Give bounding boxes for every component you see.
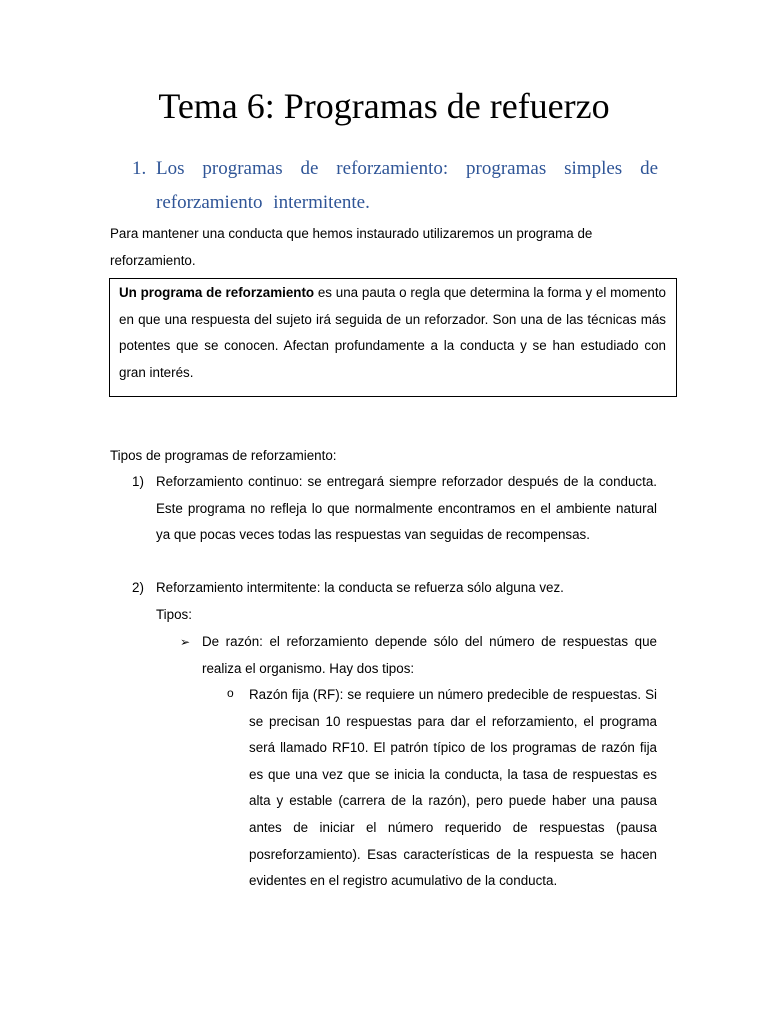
definition-term: Un programa de reforzamiento [119, 285, 315, 300]
definition-box [109, 278, 677, 397]
circle-bullet-item [226, 682, 657, 895]
circle-bullet-text: Razón fija (RF): se requiere un número predecible de respuestas. Si se precisan 10 respuestas para dar el reforzamiento, el programa será llamado RF10. El patrón típico de los programas de razón fija es que una vez que se inicia la conducta, la tasa de respuestas es alta y estable (carrera de la razón), pero puede haber una pausa antes de iniciar el número requerido de respuestas (pausa posreforzamiento). Esas características de la respuesta se hacen evidentes en el registro acumulativo de la conducta. [249, 687, 657, 889]
document-title: Tema 6: Programas de refuerzo [158, 86, 610, 126]
arrow-bullet-item [180, 629, 657, 682]
list-item-text: Reforzamiento intermitente: la conducta se refuerza sólo alguna vez. [156, 580, 564, 595]
circle-bullet-icon: o [227, 686, 234, 700]
section-heading-text: Los programas de reforzamiento: programas simples de reforzamiento intermitente. [156, 158, 658, 213]
list-item [132, 575, 657, 602]
list-marker: 2) [132, 580, 144, 595]
arrow-bullet-icon: ➢ [180, 635, 191, 649]
list-item [132, 469, 657, 549]
arrow-bullet-text: De razón: el reforzamiento depende sólo del número de respuestas que realiza el organismo. Hay dos tipos: [202, 634, 657, 676]
types-heading: Tipos de programas de reforzamiento: [110, 448, 337, 463]
list-item-text: Reforzamiento continuo: se entregará siempre reforzador después de la conducta. Este programa no refleja lo que normalmente encontramos en el ambiente natural ya que pocas veces todas las respuestas van seguidas de recompensas. [156, 474, 657, 543]
definition-text: es una pauta o regla que determina la forma y el momento en que una respuesta del sujeto irá seguida de un reforzador. Son una de las técnicas más potentes que se conocen. Afectan profundamente a la conducta y se han estudiado con gran interés. [119, 285, 666, 380]
section-heading [132, 152, 658, 220]
list-marker: 1) [132, 474, 144, 489]
section-number: 1. [132, 158, 147, 179]
subtypes-label: Tipos: [156, 607, 192, 622]
intro-paragraph: Para mantener una conducta que hemos instaurado utilizaremos un programa de reforzamiento. [110, 226, 593, 268]
